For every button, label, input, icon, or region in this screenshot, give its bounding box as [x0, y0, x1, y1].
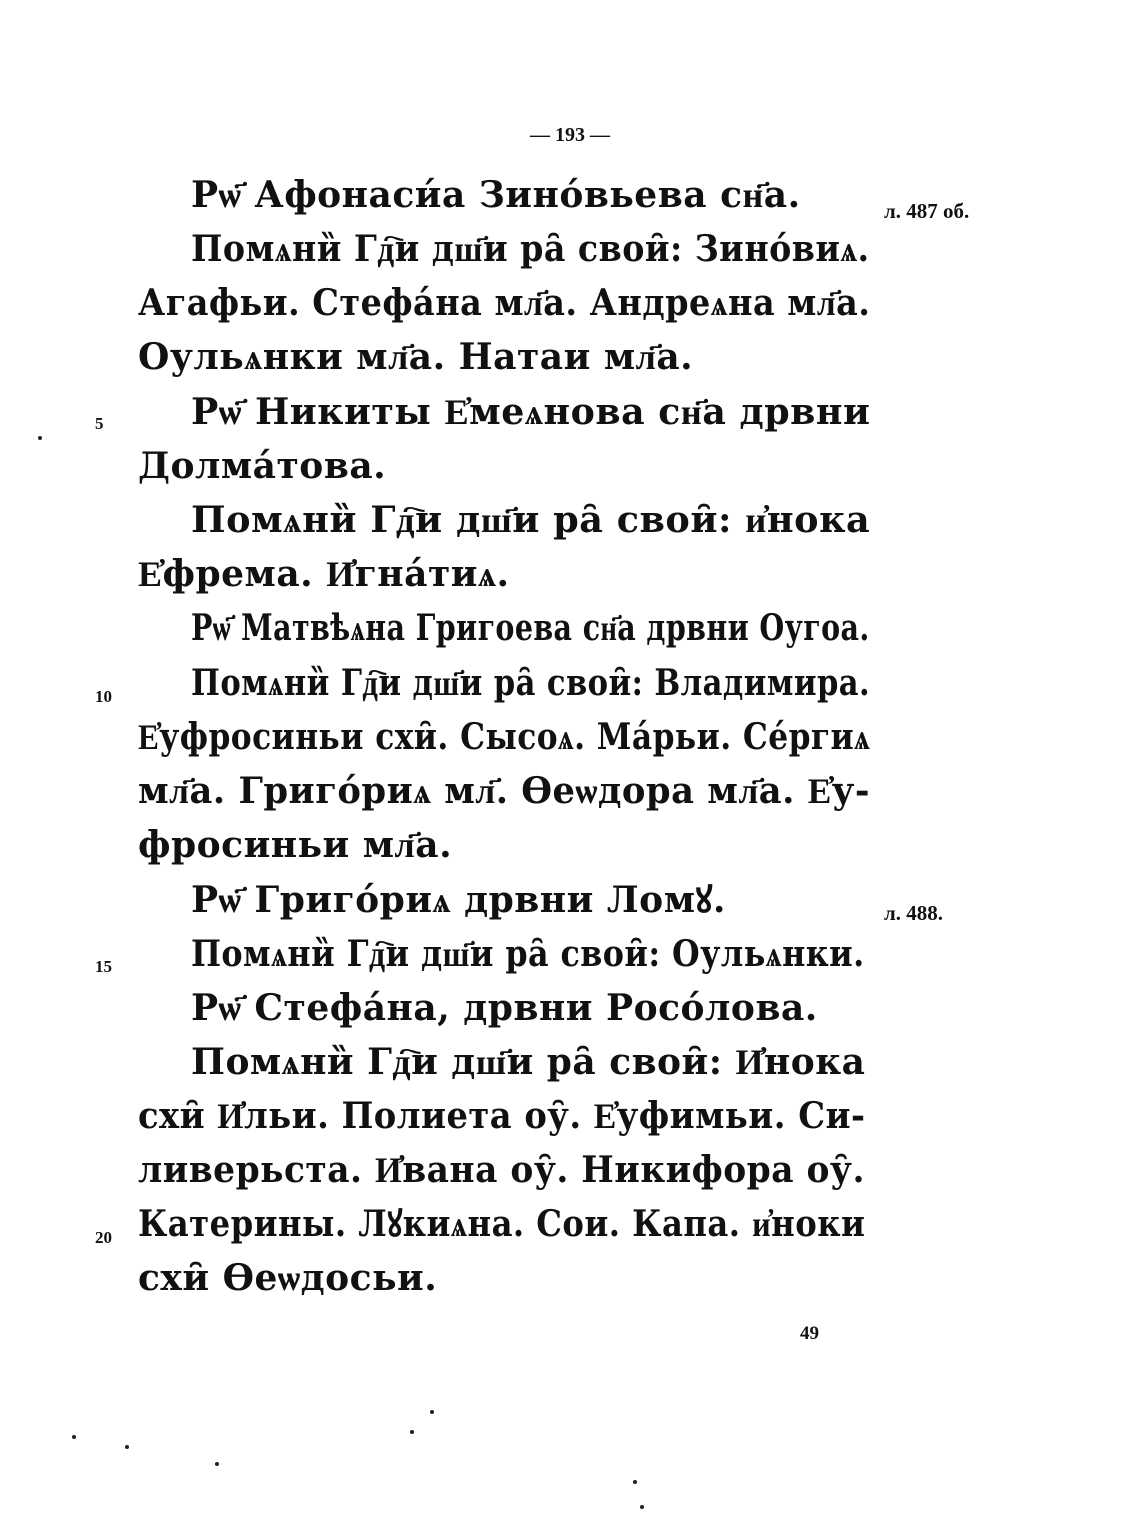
ink-speck	[72, 1435, 76, 1439]
folio-reference: л. 488.	[884, 901, 944, 925]
text-line: Оульѧнки мл҃а. Натаи мл҃а.	[138, 336, 694, 378]
text-line: Помѧни̏ Гд҇и дш҃и ра̑ свои̑: Владимира.	[191, 662, 871, 704]
text-line: Помѧни̏ Гд҇и дш҃и ра̑ свои̑: и҆нока	[191, 499, 871, 541]
text-line: Помѧни̏ Гд҇и дш҃и ра̑ свои̑: Оульѧнки.	[191, 933, 865, 975]
text-line: фросиньи мл҃а.	[138, 824, 453, 866]
ink-speck	[125, 1445, 129, 1449]
ink-speck	[430, 1410, 434, 1414]
page-number: — 193 —	[530, 124, 610, 146]
ink-speck	[633, 1480, 637, 1484]
text-line: Рѡ҃ Никиты Е҆меѧнова сн҃а дрвни	[191, 391, 871, 433]
ink-speck	[640, 1505, 644, 1509]
text-line: Помѧни̏ Гд҇и дш҃и ра̑ свои̑: И҆нока	[191, 1041, 866, 1083]
text-line: Катерины. Лꙋкиѧна. Сои. Капа. и҆ноки	[138, 1203, 866, 1245]
text-line: Агафьи. Стефа́на мл҃а. Андреѧна мл҃а.	[138, 282, 871, 324]
text-line: схи̑ Ѳеѡдосьи.	[138, 1257, 438, 1299]
line-marker-5: 5	[95, 414, 104, 433]
line-marker-15: 15	[95, 957, 112, 976]
text-line: ливерьста. И҆вана оу̑. Никифора оу̑.	[138, 1149, 865, 1191]
text-line: Е҆уфросиньи схи̑. Сысоѧ. Ма́рьи. Се́ргиѧ	[138, 716, 871, 758]
text-line: Е҆фрема. И҆гна́тиѧ.	[138, 553, 510, 595]
text-line: Рѡ҃ Григо́риѧ дрвни Ломꙋ.	[191, 879, 726, 921]
ink-speck	[215, 1462, 219, 1466]
line-marker-10: 10	[95, 687, 112, 706]
text-line: Рѡ҃ Афонаси́а Зино́вьева сн҃а.	[191, 174, 801, 216]
text-line: Рѡ҃ Матвѣѧна Григоева сн҃а дрвни Оугоа.	[191, 607, 870, 649]
text-line: Рѡ҃ Стефа́на, дрвни Росо́лова.	[191, 987, 818, 1029]
text-line: Помѧни̏ Гд҇и дш҃и ра̑ свои̑: Зино́виѧ.	[191, 228, 870, 270]
signature-mark: 49	[800, 1323, 819, 1344]
folio-reference: л. 487 об.	[884, 199, 970, 223]
ink-speck	[410, 1430, 414, 1434]
text-line: мл҃а. Григо́риѧ мл҃. Ѳеѡдора мл҃а. Е҆у-	[138, 770, 871, 812]
line-marker-20: 20	[95, 1228, 112, 1247]
text-line: Долма́това.	[138, 445, 387, 487]
text-line: схи̑ И҆льи. Полиета оу̑. Е҆уфимьи. Си-	[138, 1095, 866, 1137]
ink-speck	[38, 436, 42, 440]
